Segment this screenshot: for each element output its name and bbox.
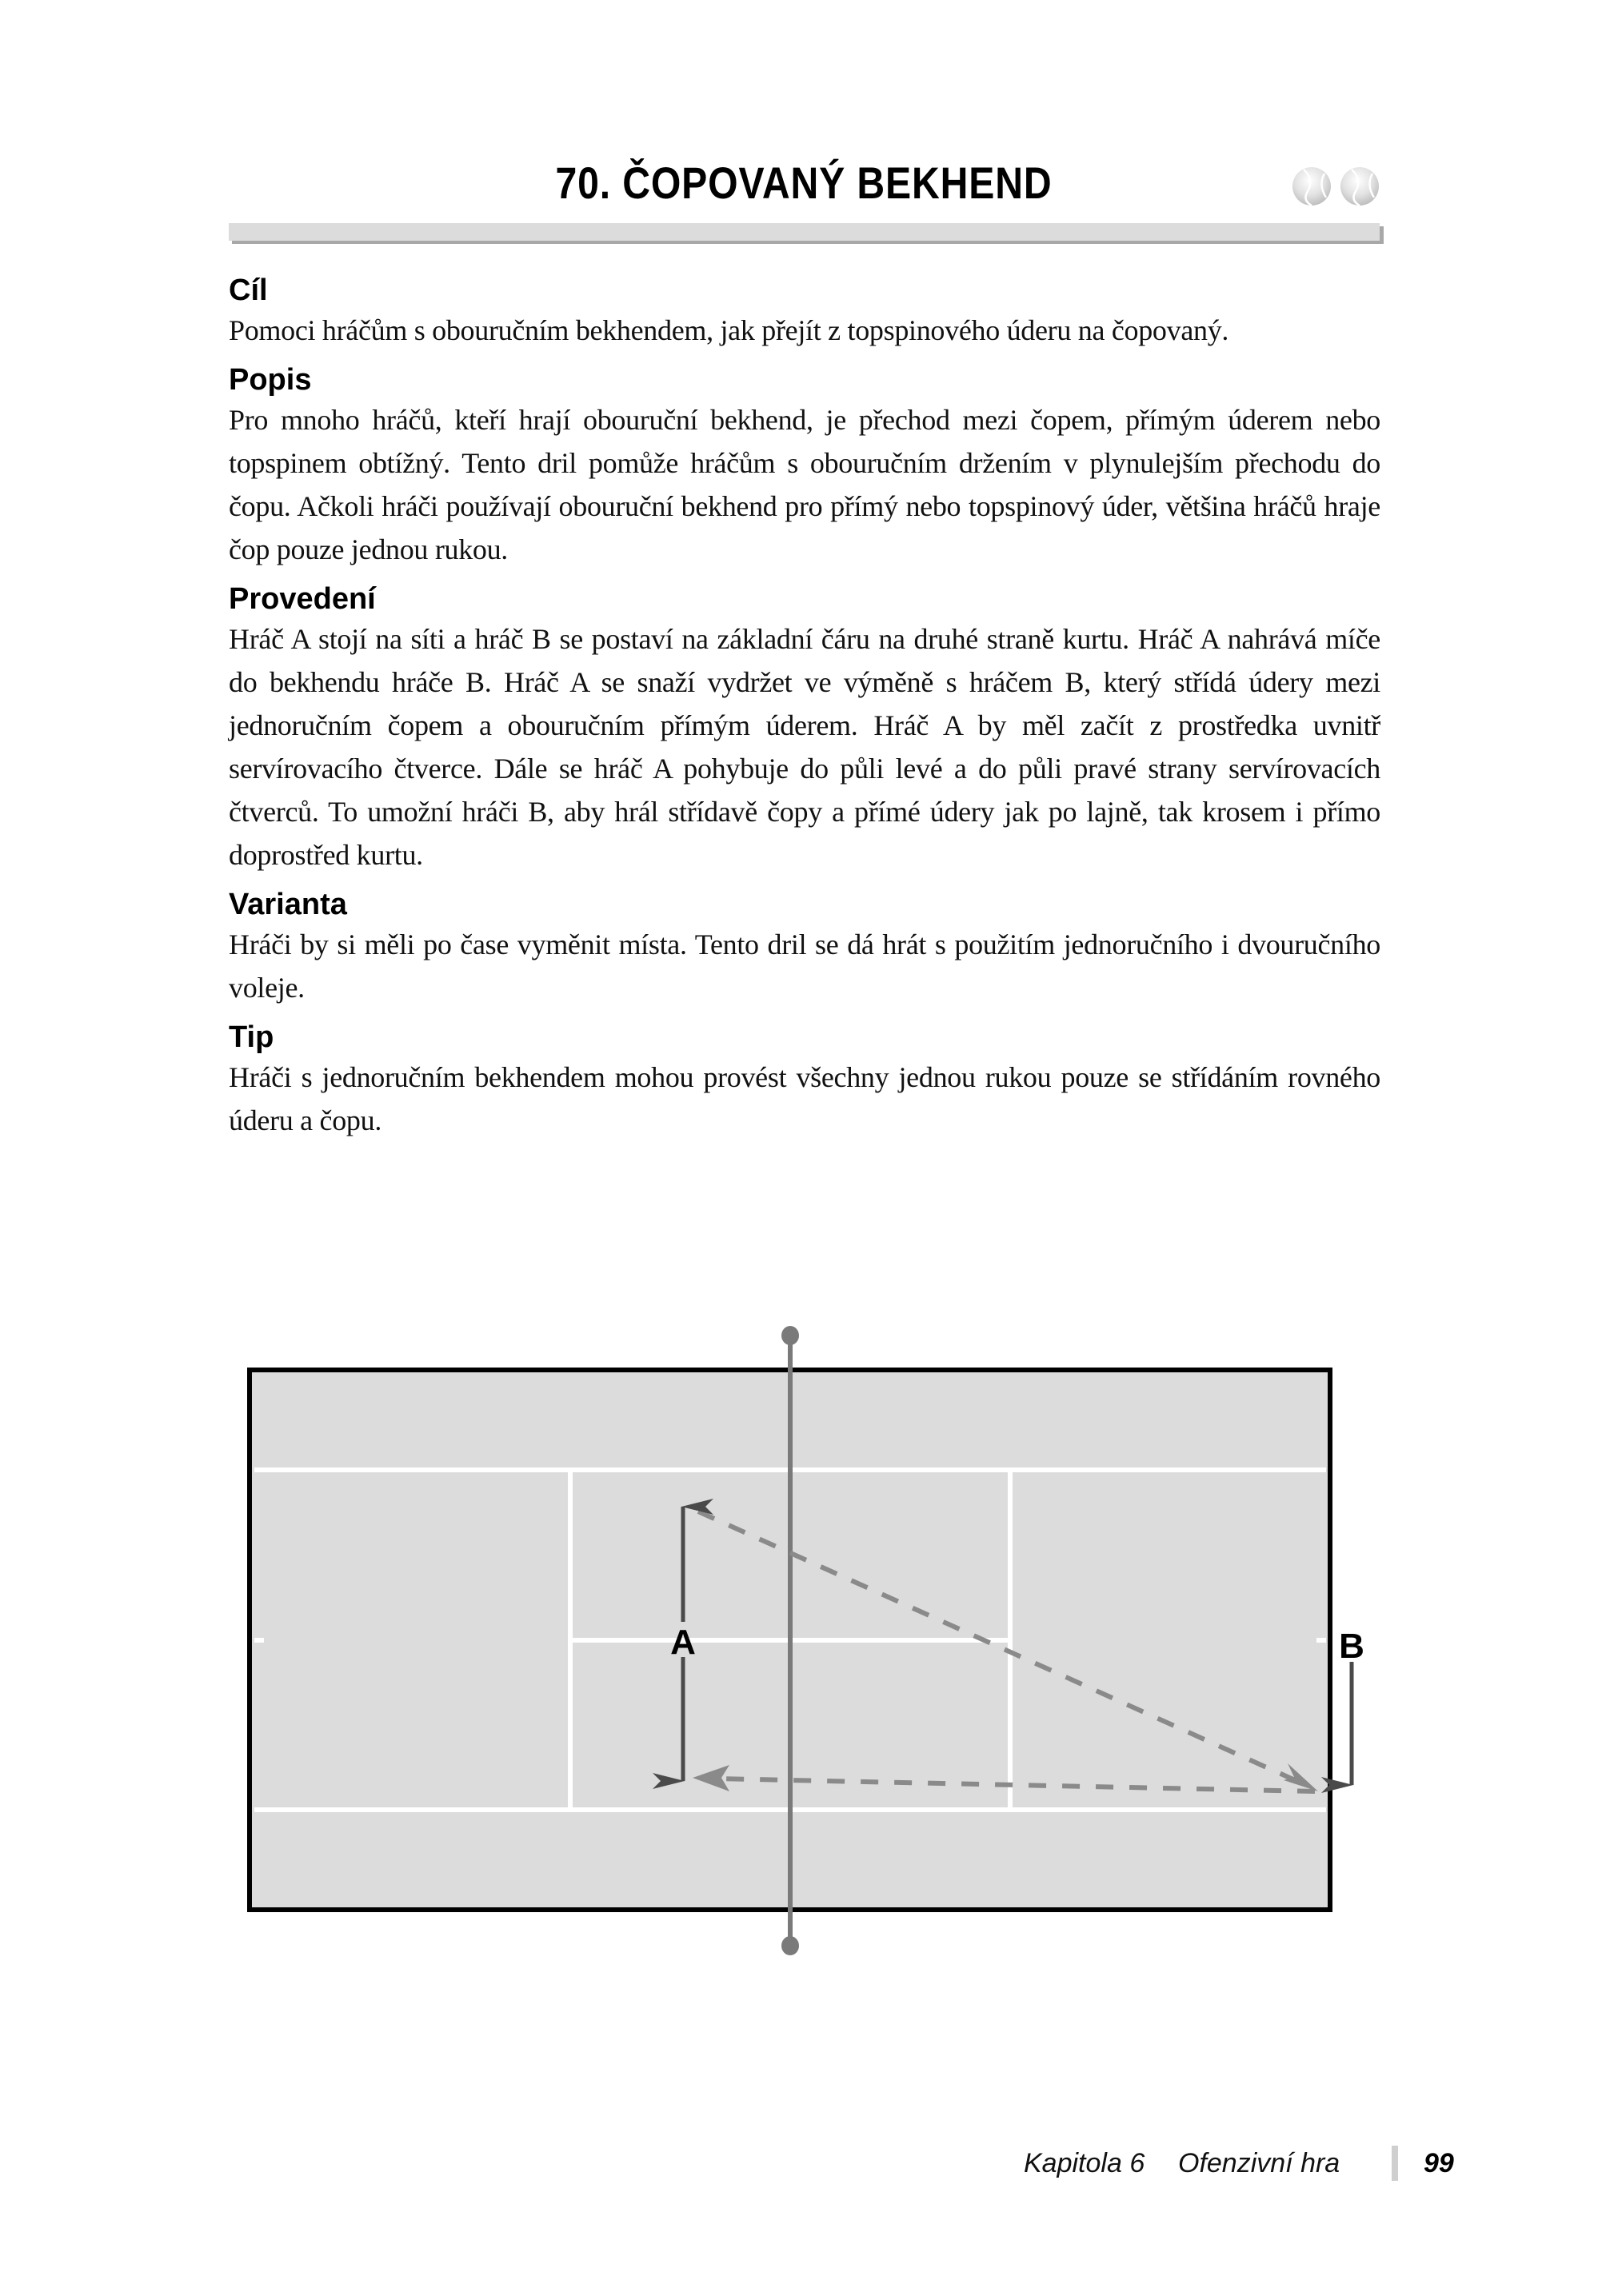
net-post-bottom — [781, 1936, 799, 1955]
section-heading: Provedení — [229, 582, 376, 616]
footer-section: Ofenzivní hra — [1178, 2148, 1340, 2178]
center-mark-left — [254, 1638, 264, 1643]
footer-chapter: Kapitola 6 — [1024, 2148, 1145, 2178]
net-post-top — [781, 1326, 799, 1345]
section-text: Hráči by si měli po čase vyměnit místa. Tento dril se dá hrát s použitím jednoručního i dvouručního voleje. — [229, 928, 1380, 1004]
section-text: Pro mnoho hráčů, kteří hrají obouruční bekhend, je přechod mezi čopem, přímým úderem nebo topspinem obtížný. Tento dril pomůže hráčům s obouručním držením v plynulejším přechodu do čopu. Ačkoli hráči používají obouruční bekhend pro přímý nebo topspinový úder, většina hráčů hraje čop pouze jednou rukou. — [229, 404, 1380, 565]
player-b-label: B — [1339, 1627, 1364, 1666]
section-text: Pomoci hráčům s obouručním bekhendem, jak přejít z topspinového úderu na čopovaný. — [229, 314, 1229, 346]
section-heading: Tip — [229, 1020, 274, 1054]
section-heading: Cíl — [229, 274, 268, 307]
footer-divider — [1392, 2146, 1398, 2181]
section-heading: Popis — [229, 363, 312, 397]
page-number: 99 — [1424, 2148, 1454, 2178]
section-text: Hráči s jednoručním bekhendem mohou provést všechny jednou rukou pouze se střídáním rovného úderu a čopu. — [229, 1061, 1380, 1136]
center-mark-right — [1316, 1638, 1326, 1643]
section-heading: Varianta — [229, 888, 347, 921]
player-a-label: A — [670, 1623, 696, 1662]
section-text: Hráč A stojí na síti a hráč B se postaví na základní čáru na druhé straně kurtu. Hráč A nahrává míče do bekhendu hráče B. Hráč A se snaží vydržet ve výměně s hráčem B, který střídá údery mezi jednoručním čopem a obouručním přímým úderem. Hráč A by měl začít z prostředka uvnitř servírovacího čtverce. Dále se hráč A pohybuje do půli levé a do půli pravé strany servírovacích čtverců. To umožní hráči B, aby hrál střídavě čopy a přímé údery jak po lajně, tak krosem i přímo doprostřed kurtu. — [229, 623, 1380, 871]
page-footer — [1008, 2148, 1456, 2188]
page-title: 70. ČOPOVANÝ BEKHEND — [555, 158, 1053, 208]
